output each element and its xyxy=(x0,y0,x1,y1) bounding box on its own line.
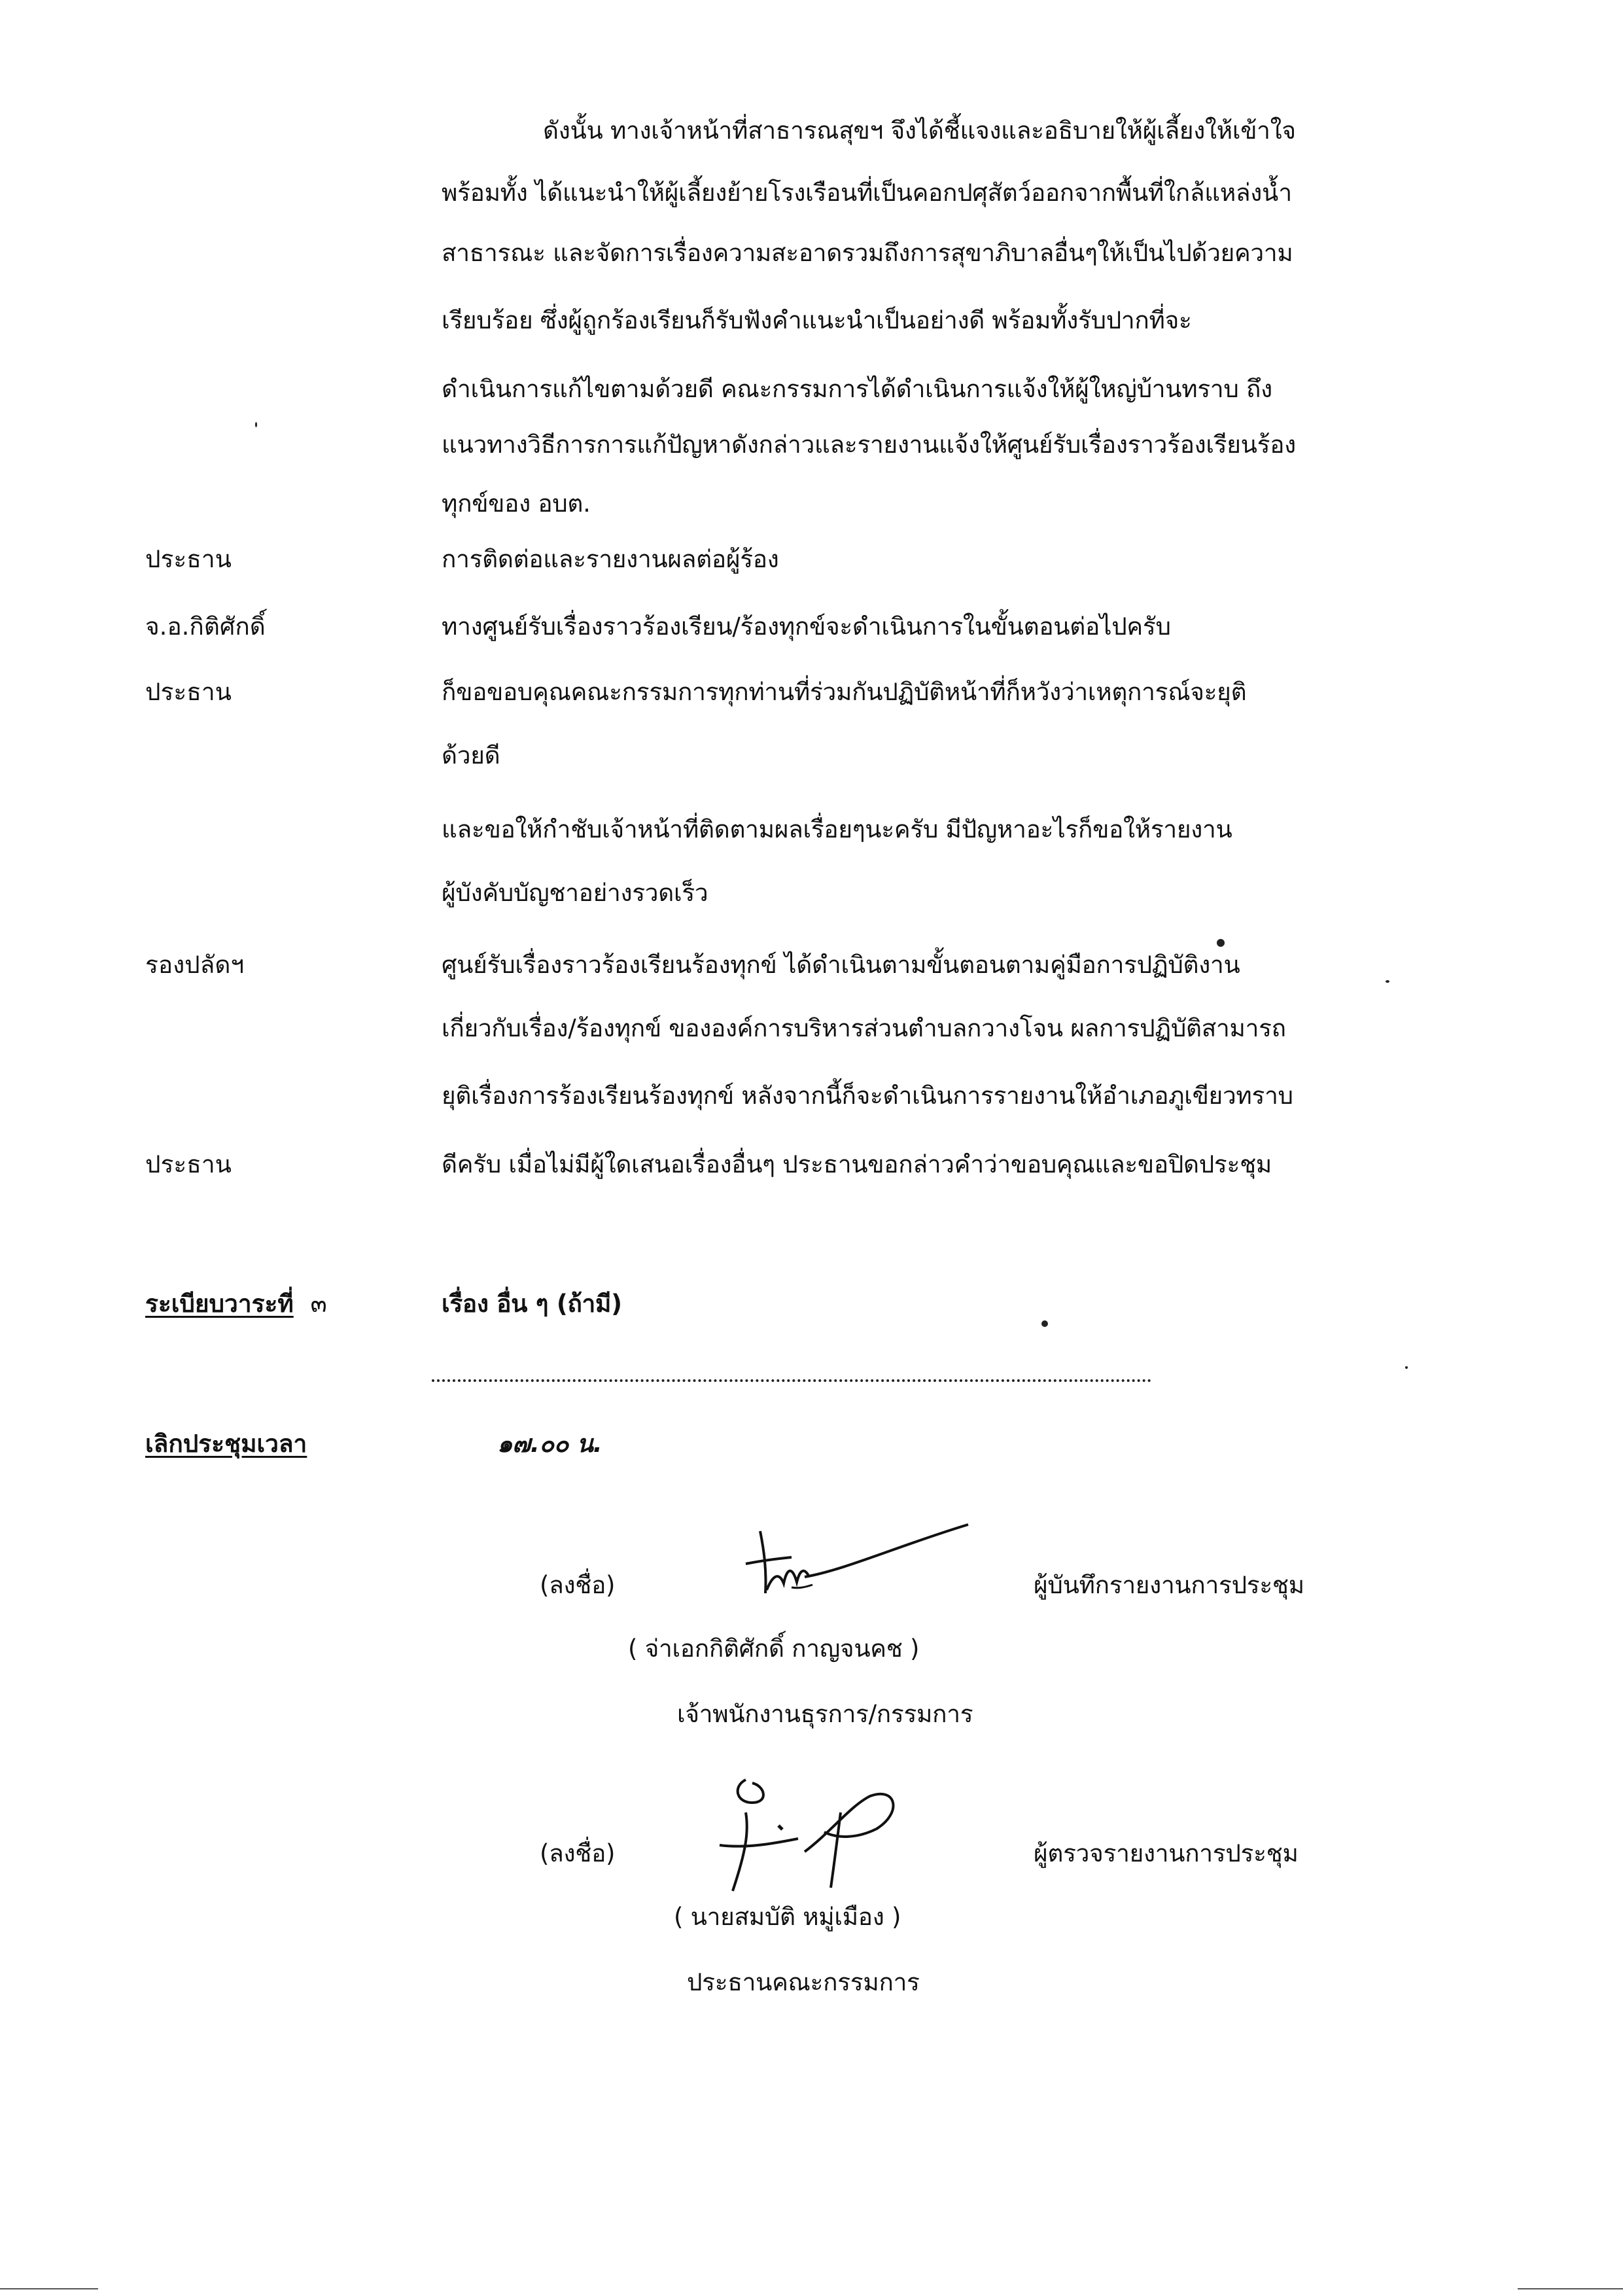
paragraph-line: แนวทางวิธีการการแก้ปัญหาดังกล่าวและรายงานแจ้งให้ศูนย์รับเรื่องราวร้องเรียนร้อง xyxy=(442,431,1296,459)
scan-speck xyxy=(255,422,257,427)
paragraph-line: ทุกข์ของ อบต. xyxy=(442,489,591,518)
agenda-label: ระเบียบวาระที่ xyxy=(145,1290,294,1318)
dialogue-line: ดีครับ เมื่อไม่มีผู้ใดเสนอเรื่องอื่นๆ ประธานขอกล่าวคำว่าขอบคุณและขอปิดประชุม xyxy=(442,1150,1272,1178)
signer-role: ผู้ตรวจรายงานการประชุม xyxy=(1034,1839,1299,1867)
sign-label: (ลงชื่อ) xyxy=(540,1571,616,1599)
scan-speck xyxy=(1041,1320,1048,1327)
paragraph-line: ดังนั้น ทางเจ้าหน้าที่สาธารณสุขฯ จึงได้ชี้แจงและอธิบายให้ผู้เลี้ยงให้เข้าใจ xyxy=(543,116,1296,145)
signer-name: ( จ่าเอกกิติศักดิ์ กาญจนคช ) xyxy=(628,1634,920,1663)
signer-position: เจ้าพนักงานธุรการ/กรรมการ xyxy=(677,1700,973,1728)
closing-time: ๑๗.๐๐ น. xyxy=(497,1430,602,1458)
paragraph-line: ดำเนินการแก้ไขตามด้วยดี คณะกรรมการได้ดำเนินการแจ้งให้ผู้ใหญ่บ้านทราบ ถึง xyxy=(442,375,1272,403)
paragraph-line: เรียบร้อย ซึ่งผู้ถูกร้องเรียนก็รับฟังคำแนะนำเป็นอย่างดี พร้อมทั้งรับปากที่จะ xyxy=(442,306,1192,334)
dialogue-line: ยุติเรื่องการร้องเรียนร้องทุกข์ หลังจากนี้ก็จะดำเนินการรายงานให้อำเภอภูเขียวทราบ xyxy=(442,1082,1293,1110)
scan-edge-line xyxy=(0,2288,98,2289)
signature-1 xyxy=(726,1525,975,1623)
closing-label: เลิกประชุมเวลา xyxy=(145,1430,307,1458)
dialogue-line: ศูนย์รับเรื่องราวร้องเรียนร้องทุกข์ ได้ดำเนินตามขั้นตอนตามคู่มือการปฏิบัติงาน xyxy=(442,951,1240,979)
speaker-label: ประธาน xyxy=(145,545,232,573)
agenda-topic: เรื่อง อื่น ๆ (ถ้ามี) xyxy=(442,1290,622,1318)
dialogue-line: การติดต่อและรายงานผลต่อผู้ร้อง xyxy=(442,545,779,573)
scan-speck xyxy=(1217,939,1225,947)
scan-edge-line xyxy=(1518,2288,1623,2289)
scan-speck xyxy=(1386,980,1389,983)
dialogue-line: ด้วยดี xyxy=(442,741,500,769)
agenda-number: ๓ xyxy=(310,1290,327,1318)
dialogue-line: ทางศูนย์รับเรื่องราวร้องเรียน/ร้องทุกข์จะดำเนินการในขั้นตอนต่อไปครับ xyxy=(442,612,1171,641)
agenda-heading xyxy=(145,1288,327,1320)
paragraph-line: สาธารณะ และจัดการเรื่องความสะอาดรวมถึงการสุขาภิบาลอื่นๆให้เป็นไปด้วยความ xyxy=(442,239,1293,267)
speaker-label: ประธาน xyxy=(145,678,232,706)
scan-speck xyxy=(1405,1366,1408,1369)
dialogue-line: ผู้บังคับบัญชาอย่างรวดเร็ว xyxy=(442,879,708,907)
speaker-label: รองปลัดฯ xyxy=(145,951,245,979)
signer-role: ผู้บันทึกรายงานการประชุม xyxy=(1034,1571,1304,1599)
signature-2 xyxy=(707,1767,916,1898)
signer-name: ( นายสมบัติ หมู่เมือง ) xyxy=(674,1903,901,1931)
speaker-label: จ.อ.กิติศักดิ์ xyxy=(145,612,266,641)
dialogue-line: ก็ขอขอบคุณคณะกรรมการทุกท่านที่ร่วมกันปฏิบัติหน้าที่ก็หวังว่าเหตุการณ์จะยุติ xyxy=(442,678,1247,706)
dialogue-line: และขอให้กำชับเจ้าหน้าที่ติดตามผลเรื่อยๆนะครับ มีปัญหาอะไรก็ขอให้รายงาน xyxy=(442,815,1232,843)
signer-position: ประธานคณะกรรมการ xyxy=(687,1968,920,1996)
sign-label: (ลงชื่อ) xyxy=(540,1839,616,1867)
dotted-fill-line xyxy=(432,1379,1151,1382)
speaker-label: ประธาน xyxy=(145,1150,232,1178)
paragraph-line: พร้อมทั้ง ได้แนะนำให้ผู้เลี้ยงย้ายโรงเรือนที่เป็นคอกปศุสัตว์ออกจากพื้นที่ใกล้แหล่งน้ำ xyxy=(442,179,1292,207)
dialogue-line: เกี่ยวกับเรื่อง/ร้องทุกข์ ขององค์การบริหารส่วนตำบลกวางโจน ผลการปฏิบัติสามารถ xyxy=(442,1014,1286,1042)
